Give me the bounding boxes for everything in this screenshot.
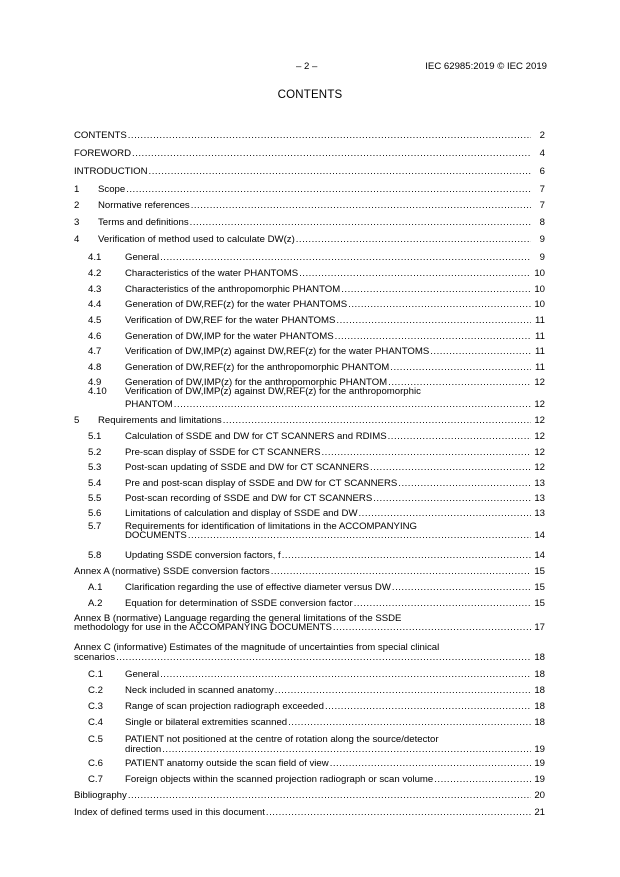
toc-entry[interactable] bbox=[74, 597, 545, 610]
toc-entry-text: Annex A (normative) SSDE conversion factors ..... bbox=[74, 565, 531, 578]
toc-entry-text: direction ..... bbox=[125, 743, 531, 756]
toc-entry[interactable] bbox=[74, 743, 545, 756]
toc-entry-number: C.2 bbox=[88, 685, 103, 696]
toc-entry[interactable] bbox=[74, 129, 545, 142]
toc-entry[interactable] bbox=[74, 581, 545, 594]
toc-entry-text: Pre and post-scan display of SSDE and DW for CT SCANNERS ..... bbox=[125, 477, 531, 490]
toc-entry[interactable] bbox=[74, 199, 545, 212]
toc-entry-page: 10 bbox=[534, 268, 545, 279]
toc-entry-text: Updating SSDE conversion factors, f ..... bbox=[125, 549, 531, 562]
toc-entry[interactable] bbox=[74, 345, 545, 358]
toc-entry-page: 14 bbox=[534, 550, 545, 561]
toc-entry-number: 4.5 bbox=[88, 315, 102, 326]
toc-entry-text: Generation of DW,REF(z) for the water PHANTOMS ..... bbox=[125, 298, 531, 311]
toc-entry-number: A.2 bbox=[88, 598, 103, 609]
toc-entry-text: Characteristics of the water PHANTOMS ..... bbox=[125, 267, 531, 280]
toc-entry[interactable] bbox=[74, 461, 545, 474]
toc-entry-text: Requirements and limitations ..... bbox=[98, 414, 531, 427]
toc-entry-text: Neck included in scanned anatomy ..... bbox=[125, 684, 531, 697]
toc-entry-first-line: PATIENT not positioned at the centre of rotation along the source/detector bbox=[125, 734, 439, 745]
toc-entry[interactable] bbox=[74, 330, 545, 343]
toc-entry-text: Verification of DW,IMP(z) against DW,REF(z) for the water PHANTOMS ..... bbox=[125, 345, 531, 358]
toc-entry-text: General ..... bbox=[125, 668, 531, 681]
toc-entry-number: 5.1 bbox=[88, 431, 102, 442]
toc-entry-page: 11 bbox=[535, 331, 545, 342]
toc-entry[interactable] bbox=[74, 398, 545, 411]
toc-entry-page: 9 bbox=[539, 252, 545, 263]
toc-entry-page: 14 bbox=[534, 530, 545, 541]
toc-entry[interactable] bbox=[74, 314, 545, 327]
toc-entry-number: 4 bbox=[74, 234, 80, 245]
toc-entry-page: 9 bbox=[539, 234, 545, 245]
toc-entry-number: 3 bbox=[74, 217, 80, 228]
toc-entry-page: 6 bbox=[539, 166, 545, 177]
toc-entry-number: 4.7 bbox=[88, 346, 102, 357]
toc-entry[interactable] bbox=[74, 549, 545, 562]
toc-entry-first-line: Annex C (informative) Estimates of the magnitude of uncertainties from special clinical bbox=[74, 642, 440, 653]
toc-entry[interactable] bbox=[74, 414, 545, 427]
toc-entry-text: FOREWORD ..... bbox=[74, 147, 531, 160]
toc-entry-first-line: Annex B (normative) Language regarding the general limitations of the SSDE bbox=[74, 613, 402, 624]
toc-entry-number: 2 bbox=[74, 200, 80, 211]
toc-entry[interactable] bbox=[74, 529, 545, 542]
toc-entry[interactable] bbox=[74, 668, 545, 681]
toc-entry-page: 12 bbox=[534, 462, 545, 473]
toc-entry-text: Verification of method used to calculate DW(z) ..... bbox=[98, 233, 531, 246]
toc-entry-number: 4.6 bbox=[88, 331, 102, 342]
toc-entry[interactable] bbox=[74, 789, 545, 802]
toc-entry-number: C.5 bbox=[88, 734, 103, 745]
toc-entry-page: 15 bbox=[534, 566, 545, 577]
toc-entry-page: 13 bbox=[534, 493, 545, 504]
toc-entry[interactable] bbox=[74, 651, 545, 664]
toc-entry-text: Bibliography ..... bbox=[74, 789, 531, 802]
toc-entry-text: Calculation of SSDE and DW for CT SCANNERS and RDIMS ..... bbox=[125, 430, 531, 443]
toc-entry-first-line: Requirements for identification of limitations in the ACCOMPANYING bbox=[125, 521, 418, 532]
toc-entry[interactable] bbox=[74, 507, 545, 520]
toc-entry-page: 18 bbox=[534, 652, 545, 663]
toc-entry-page: 13 bbox=[534, 508, 545, 519]
toc-entry-number: 5.7 bbox=[88, 521, 102, 532]
toc-entry[interactable] bbox=[74, 700, 545, 713]
toc-entry-text: Foreign objects within the scanned projection radiograph or scan volume ..... bbox=[125, 773, 531, 786]
toc-entry[interactable] bbox=[74, 757, 545, 770]
toc-entry-first-line: Verification of DW,IMP(z) against DW,REF(z) for the anthropomorphic bbox=[125, 386, 421, 397]
toc-entry-text: Limitations of calculation and display of SSDE and DW ..... bbox=[125, 507, 531, 520]
page-title: CONTENTS bbox=[277, 89, 343, 101]
toc-entry-number: 5.6 bbox=[88, 508, 102, 519]
toc-entry-page: 12 bbox=[534, 377, 545, 388]
toc-entry-number: A.1 bbox=[88, 582, 103, 593]
toc-entry-page: 18 bbox=[534, 717, 545, 728]
toc-entry-text: Index of defined terms used in this document ..... bbox=[74, 806, 531, 819]
toc-entry-page: 13 bbox=[534, 478, 545, 489]
toc-entry-text: CONTENTS ..... bbox=[74, 129, 531, 142]
toc-entry-page: 18 bbox=[534, 701, 545, 712]
toc-entry-number: 5.4 bbox=[88, 478, 102, 489]
toc-entry-page: 4 bbox=[539, 148, 545, 159]
toc-entry[interactable] bbox=[74, 806, 545, 819]
toc-entry-page: 7 bbox=[539, 200, 545, 211]
toc-entry-page: 21 bbox=[534, 807, 545, 818]
toc-entry-page: 18 bbox=[534, 685, 545, 696]
toc-entry-number: 5.3 bbox=[88, 462, 102, 473]
toc-entry-text: methodology for use in the ACCOMPANYING DOCUMENTS ..... bbox=[74, 621, 531, 634]
toc-entry[interactable] bbox=[74, 165, 545, 178]
toc-entry[interactable] bbox=[74, 492, 545, 505]
toc-entry[interactable] bbox=[74, 233, 545, 246]
toc-entry[interactable] bbox=[74, 565, 545, 578]
toc-entry[interactable] bbox=[74, 251, 545, 264]
toc-entry[interactable] bbox=[74, 147, 545, 160]
toc-entry-number: 5.2 bbox=[88, 447, 102, 458]
toc-entry[interactable] bbox=[74, 183, 545, 196]
toc-entry-text: Equation for determination of SSDE conversion factor ..... bbox=[125, 597, 531, 610]
toc-entry-text: INTRODUCTION ..... bbox=[74, 165, 531, 178]
toc-entry[interactable] bbox=[74, 283, 545, 296]
toc-entry-page: 18 bbox=[534, 669, 545, 680]
toc-entry-page: 10 bbox=[534, 284, 545, 295]
toc-entry-text: Characteristics of the anthropomorphic PHANTOM ..... bbox=[125, 283, 531, 296]
toc-entry-text: General ..... bbox=[125, 251, 531, 264]
toc-entry-page: 17 bbox=[534, 622, 545, 633]
toc-entry-page: 2 bbox=[539, 130, 545, 141]
toc-entry[interactable] bbox=[74, 716, 545, 729]
toc-entry-text: Generation of DW,REF(z) for the anthropomorphic PHANTOM ..... bbox=[125, 361, 531, 374]
toc-entry-number: 1 bbox=[74, 184, 80, 195]
toc-entry-number: 5.5 bbox=[88, 493, 102, 504]
toc-entry[interactable] bbox=[74, 298, 545, 311]
toc-entry-text: Generation of DW,IMP(z) for the anthropomorphic PHANTOM ..... bbox=[125, 376, 531, 389]
standard-reference: IEC 62985:2019 © IEC 2019 bbox=[425, 61, 547, 72]
toc-entry-number: C.4 bbox=[88, 717, 103, 728]
toc-entry-number: 4.10 bbox=[88, 386, 107, 397]
toc-entry-number: 5.8 bbox=[88, 550, 102, 561]
toc-entry-number: 5 bbox=[74, 415, 80, 426]
toc-entry-text: Verification of DW,REF for the water PHANTOMS ..... bbox=[125, 314, 531, 327]
toc-entry[interactable] bbox=[74, 361, 545, 374]
toc-entry-text: PATIENT anatomy outside the scan field of view ..... bbox=[125, 757, 531, 770]
toc-entry[interactable] bbox=[74, 621, 545, 634]
toc-entry-number: 4.1 bbox=[88, 252, 102, 263]
toc-entry-number: 4.3 bbox=[88, 284, 102, 295]
toc-entry-page: 10 bbox=[534, 299, 545, 310]
toc-entry-page: 19 bbox=[534, 774, 545, 785]
toc-entry-text: Post-scan updating of SSDE and DW for CT SCANNERS ..... bbox=[125, 461, 531, 474]
toc-entry-text: Terms and definitions ..... bbox=[98, 216, 531, 229]
toc-entry-text: Normative references ..... bbox=[98, 199, 531, 212]
page-number: – 2 – bbox=[296, 61, 318, 72]
toc-entry-text: PHANTOM ..... bbox=[125, 398, 531, 411]
toc-entry-number: C.3 bbox=[88, 701, 103, 712]
toc-entry-number: C.6 bbox=[88, 758, 103, 769]
toc-entry-text: Single or bilateral extremities scanned ..... bbox=[125, 716, 531, 729]
toc-entry-page: 11 bbox=[535, 362, 545, 373]
toc-entry-text: Pre-scan display of SSDE for CT SCANNERS ..... bbox=[125, 446, 531, 459]
toc-entry[interactable] bbox=[74, 216, 545, 229]
toc-entry-number: 4.9 bbox=[88, 377, 102, 388]
toc-entry-page: 8 bbox=[539, 217, 545, 228]
toc-entry-page: 20 bbox=[534, 790, 545, 801]
toc-entry-text: Range of scan projection radiograph exceeded ..... bbox=[125, 700, 531, 713]
toc-entry[interactable] bbox=[74, 684, 545, 697]
toc-entry[interactable] bbox=[74, 477, 545, 490]
toc-entry[interactable] bbox=[74, 267, 545, 280]
toc-entry-page: 11 bbox=[535, 346, 545, 357]
toc-entry-number: 4.2 bbox=[88, 268, 102, 279]
toc-entry-page: 15 bbox=[534, 582, 545, 593]
toc-entry-text: Post-scan recording of SSDE and DW for CT SCANNERS ..... bbox=[125, 492, 531, 505]
toc-entry[interactable] bbox=[74, 773, 545, 786]
toc-entry-page: 12 bbox=[534, 415, 545, 426]
toc-entry-page: 15 bbox=[534, 598, 545, 609]
toc-entry-page: 12 bbox=[534, 447, 545, 458]
toc-entry-number: C.1 bbox=[88, 669, 103, 680]
toc-entry-text: Generation of DW,IMP for the water PHANTOMS ..... bbox=[125, 330, 531, 343]
toc-entry-page: 7 bbox=[539, 184, 545, 195]
toc-entry-text: scenarios ..... bbox=[74, 651, 531, 664]
toc-entry-text: Scope ..... bbox=[98, 183, 531, 196]
toc-entry-page: 12 bbox=[534, 399, 545, 410]
toc-entry-page: 19 bbox=[534, 744, 545, 755]
toc-entry[interactable] bbox=[74, 430, 545, 443]
toc-entry-text: DOCUMENTS ..... bbox=[125, 529, 531, 542]
toc-entry-text: Clarification regarding the use of effective diameter versus DW ..... bbox=[125, 581, 531, 594]
toc-entry[interactable] bbox=[74, 446, 545, 459]
toc-entry-page: 12 bbox=[534, 431, 545, 442]
toc-entry-number: 4.8 bbox=[88, 362, 102, 373]
toc-entry-page: 11 bbox=[535, 315, 545, 326]
toc-entry-page: 19 bbox=[534, 758, 545, 769]
toc-entry-number: 4.4 bbox=[88, 299, 102, 310]
toc-entry-number: C.7 bbox=[88, 774, 103, 785]
